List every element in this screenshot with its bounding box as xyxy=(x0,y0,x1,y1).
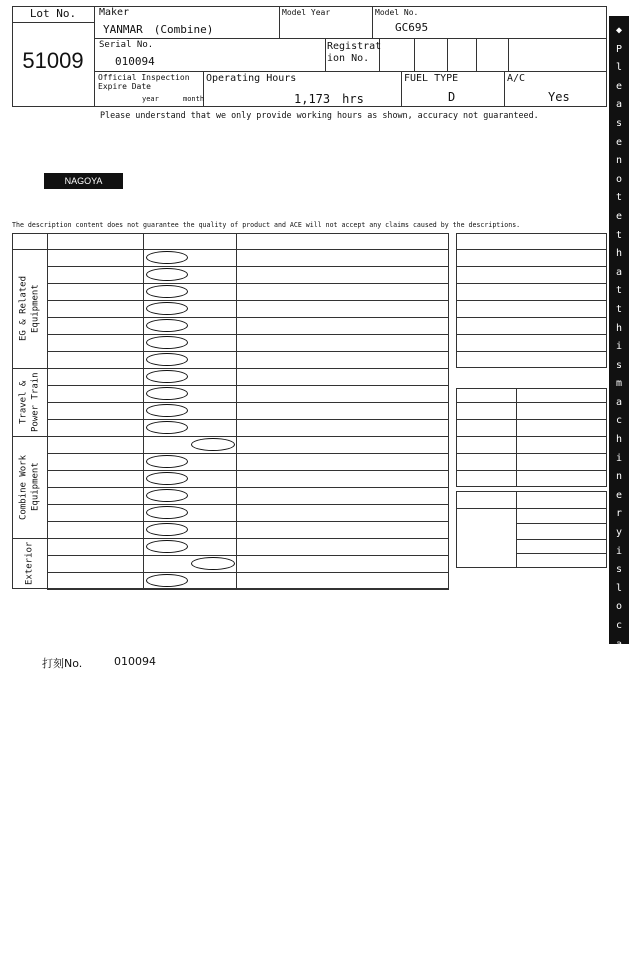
sidebar-char: a xyxy=(615,99,623,111)
remarks-line xyxy=(456,249,607,250)
sidebar-char: y xyxy=(615,527,623,539)
sidebar-char: i xyxy=(615,712,623,724)
row-divider xyxy=(47,453,449,454)
sidebar-char: h xyxy=(615,434,623,446)
ok-selected-mark xyxy=(146,472,188,485)
sidebar-char: o xyxy=(615,805,623,817)
sidebar-char: d xyxy=(615,917,623,929)
sidebar-char: a xyxy=(615,880,623,892)
remarks-line xyxy=(456,300,607,301)
hours-label: Operating Hours xyxy=(206,73,297,84)
fuel-label: FUEL TYPE xyxy=(404,73,459,84)
sidebar-char: e xyxy=(615,210,623,222)
ok-selected-mark xyxy=(146,455,188,468)
row-divider xyxy=(47,487,449,488)
sidebar-char: i xyxy=(615,452,623,464)
sidebar-char: i xyxy=(615,545,623,557)
sidebar-char: t xyxy=(615,192,623,204)
ok-selected-mark xyxy=(146,523,188,536)
column-divider xyxy=(143,233,144,589)
stamp-label: 打刻No. xyxy=(42,657,83,670)
sidebar-char: l xyxy=(615,582,623,594)
serial-value: 010094 xyxy=(115,55,155,68)
sidebar-char: e xyxy=(615,489,623,501)
sidebar-char: a xyxy=(615,266,623,278)
sidebar-char: m xyxy=(615,378,623,390)
sidebar-char: n xyxy=(615,471,623,483)
ok-selected-mark xyxy=(146,302,188,315)
table-frame xyxy=(12,233,449,589)
registration-label: Registrat ion No. xyxy=(327,41,382,64)
equipment-line xyxy=(516,539,607,540)
sidebar-char: h xyxy=(615,248,623,260)
ok-selected-mark xyxy=(146,489,188,502)
sidebar-char: l xyxy=(615,62,623,74)
row-divider xyxy=(47,368,449,369)
sidebar-char: ◇ xyxy=(615,954,623,966)
item-group-label: Exterior xyxy=(24,541,35,586)
row-divider xyxy=(47,504,449,505)
sidebar-char: e xyxy=(615,80,623,92)
sidebar-char: g xyxy=(615,787,623,799)
model-no-value: GC695 xyxy=(395,21,429,34)
ac-label: A/C xyxy=(507,73,526,84)
sidebar-char: n xyxy=(615,155,623,167)
maker-value: YANMAR (Combine) xyxy=(103,23,214,36)
parts-header-line xyxy=(456,402,607,403)
ok-selected-mark xyxy=(146,370,188,383)
inspection-label-2: Expire Date xyxy=(98,82,151,91)
remarks-line xyxy=(456,266,607,267)
sidebar-char: c xyxy=(615,620,623,631)
remarks-line xyxy=(456,283,607,284)
item-group-label: EG & Related Equipment xyxy=(18,275,41,342)
row-divider xyxy=(47,317,449,318)
hours-note: Please understand that we only provide working hours as shown, accuracy not guaranteed. xyxy=(100,110,539,120)
header-divider xyxy=(12,249,449,250)
sidebar-char: t xyxy=(615,285,623,297)
poor-selected-mark xyxy=(191,438,235,451)
ok-selected-mark xyxy=(146,353,188,366)
maker-label: Maker xyxy=(99,7,130,18)
year-label: year xyxy=(142,95,159,103)
sidebar-char: c xyxy=(615,415,623,427)
ok-selected-mark xyxy=(146,387,188,400)
model-no-label: Model No. xyxy=(375,8,419,17)
row-divider xyxy=(47,419,449,420)
equipment-line xyxy=(516,553,607,554)
row-divider xyxy=(47,436,449,437)
ok-selected-mark xyxy=(146,336,188,349)
lot-number: 51009 xyxy=(22,48,84,73)
column-divider xyxy=(236,233,237,589)
remarks-line xyxy=(456,317,607,318)
ok-selected-mark xyxy=(146,540,188,553)
sidebar-char: a xyxy=(615,396,623,408)
row-divider xyxy=(47,402,449,403)
serial-label: Serial No. xyxy=(99,40,154,50)
sidebar-char: s xyxy=(615,359,623,371)
row-divider xyxy=(47,555,449,556)
poor-selected-mark xyxy=(191,557,235,570)
model-year-label: Model Year xyxy=(282,8,331,17)
item-group-label: Travel & Power Train xyxy=(18,372,41,432)
sidebar-char: i xyxy=(615,341,623,353)
equipment-frame xyxy=(456,491,607,568)
sidebar-char: t xyxy=(615,303,623,315)
row-divider xyxy=(47,334,449,335)
row-divider xyxy=(47,385,449,386)
sidebar-char: a xyxy=(615,843,623,855)
sidebar-char: r xyxy=(615,898,623,910)
row-divider xyxy=(47,283,449,284)
location-badge: NAGOYA xyxy=(44,173,123,189)
sidebar-char: N xyxy=(615,750,623,762)
row-divider xyxy=(47,300,449,301)
sidebar-char: ◆ xyxy=(615,25,623,36)
location-notice-bar xyxy=(609,16,629,966)
remarks-line xyxy=(456,351,607,352)
disclaimer: The description content does not guarantee the quality of product and ACE will not accept any claims caused by the descriptions. xyxy=(12,221,521,229)
ok-selected-mark xyxy=(146,404,188,417)
equipment-line xyxy=(516,523,607,524)
row-divider xyxy=(47,470,449,471)
ok-selected-mark xyxy=(146,506,188,519)
column-divider xyxy=(47,233,48,589)
sidebar-char: s xyxy=(615,117,623,129)
ac-value: Yes xyxy=(548,90,570,104)
equipment-line xyxy=(456,508,516,509)
row-divider xyxy=(47,589,449,590)
lot-label: Lot No. xyxy=(29,7,77,20)
sidebar-char: t xyxy=(615,657,623,669)
sidebar-char: s xyxy=(615,564,623,576)
equipment-divider xyxy=(516,491,517,568)
sidebar-char: Y xyxy=(615,861,623,873)
parts-row-line xyxy=(456,470,607,471)
ok-selected-mark xyxy=(146,251,188,264)
hours-value: 1,173 hrs xyxy=(294,92,364,106)
sidebar-char: h xyxy=(615,322,623,334)
sidebar-char: r xyxy=(615,508,623,520)
ok-selected-mark xyxy=(146,319,188,332)
equipment-line xyxy=(516,508,607,509)
sidebar-char: t xyxy=(615,229,623,241)
row-divider xyxy=(47,572,449,573)
row-divider xyxy=(47,351,449,352)
sidebar-char: a xyxy=(615,768,623,780)
stamp-value: 010094 xyxy=(114,655,156,668)
sidebar-char: o xyxy=(615,173,623,185)
remarks-line xyxy=(456,334,607,335)
inspection-label-1: Official Inspection xyxy=(98,73,190,82)
sidebar-char: a xyxy=(615,638,623,650)
ok-selected-mark xyxy=(146,574,188,587)
row-divider xyxy=(47,521,449,522)
row-divider xyxy=(47,266,449,267)
sidebar-char: o xyxy=(615,601,623,613)
sidebar-char: y xyxy=(615,824,623,836)
row-divider xyxy=(47,538,449,539)
parts-row-line xyxy=(456,436,607,437)
sidebar-char: ◆ xyxy=(615,936,623,948)
sidebar-char: P xyxy=(615,43,623,55)
sidebar-char: d xyxy=(615,694,623,706)
sidebar-char: n xyxy=(615,731,623,743)
item-group-label: Combine Work Equipment xyxy=(18,454,41,520)
sidebar-char: e xyxy=(615,675,623,687)
ok-selected-mark xyxy=(146,285,188,298)
ok-selected-mark xyxy=(146,421,188,434)
ok-selected-mark xyxy=(146,268,188,281)
sidebar-char: e xyxy=(615,136,623,148)
fuel-value: D xyxy=(448,90,456,104)
parts-row-line xyxy=(456,453,607,454)
parts-row-line xyxy=(456,419,607,420)
month-label: month xyxy=(183,95,205,103)
